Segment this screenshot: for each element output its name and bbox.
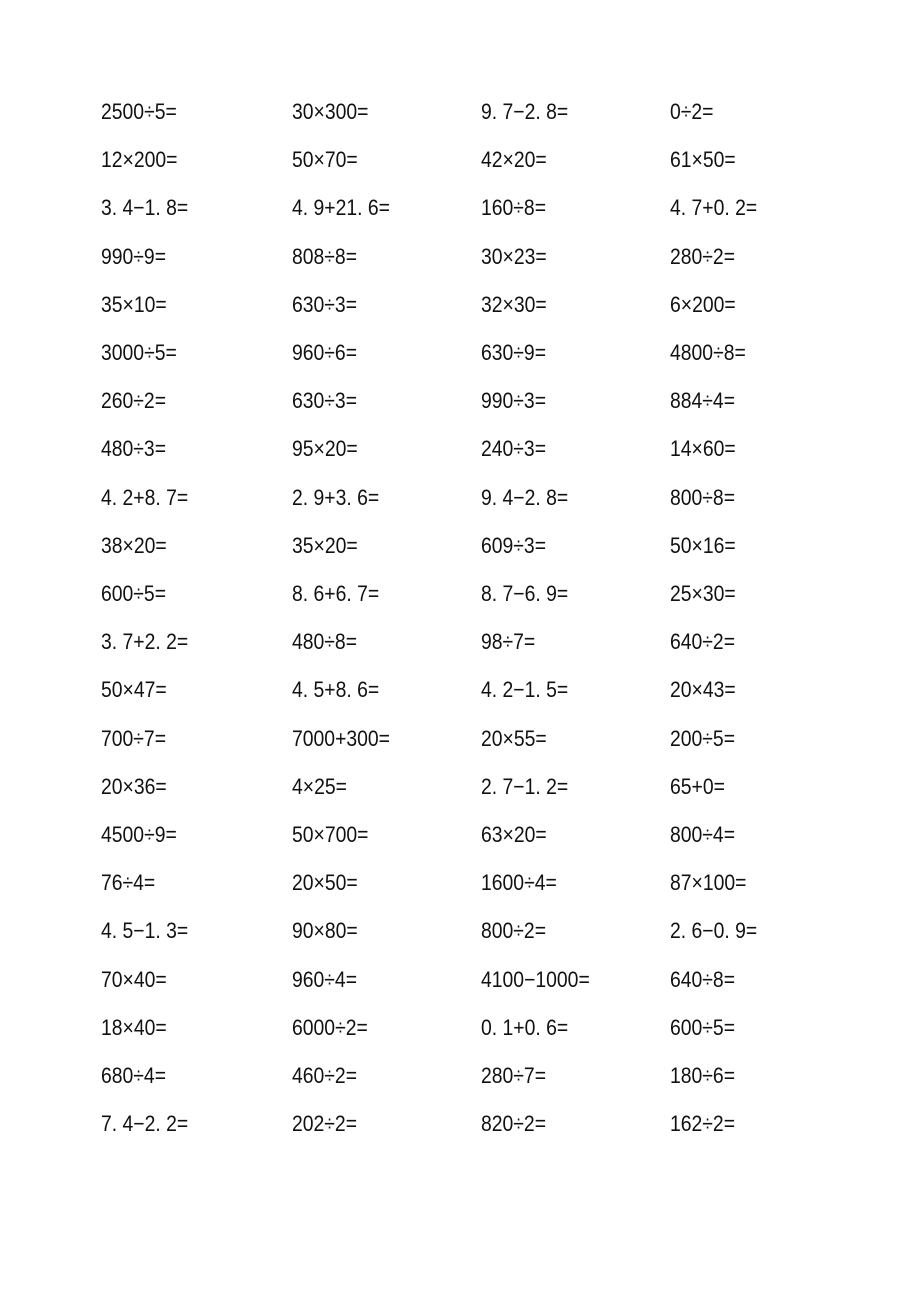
math-problem: 808÷8= xyxy=(292,243,358,269)
math-problem: 30×23= xyxy=(481,243,547,269)
math-problem: 820÷2= xyxy=(481,1111,547,1137)
math-problem: 14×60= xyxy=(670,436,736,462)
problem-row xyxy=(0,338,920,368)
math-problem: 18×40= xyxy=(101,1014,167,1040)
math-problem: 460÷2= xyxy=(292,1063,358,1088)
problem-row xyxy=(0,386,920,416)
math-problem: 76÷4= xyxy=(101,870,156,896)
problem-row xyxy=(0,965,920,995)
problem-row xyxy=(0,1013,920,1043)
math-problem: 8. 7−6. 9= xyxy=(481,581,569,606)
math-problem: 32×30= xyxy=(481,291,547,317)
math-problem: 4500÷9= xyxy=(101,822,177,847)
math-problem: 4. 9+21. 6= xyxy=(292,195,390,221)
math-problem: 20×43= xyxy=(670,677,736,703)
problem-row xyxy=(0,290,920,320)
problem-row xyxy=(0,916,920,946)
math-problem: 42×20= xyxy=(481,147,547,173)
math-problem: 7. 4−2. 2= xyxy=(101,1111,189,1137)
math-problem: 990÷9= xyxy=(101,243,167,269)
problem-row xyxy=(0,193,920,223)
math-problem: 4800÷8= xyxy=(670,340,746,365)
math-problem: 640÷2= xyxy=(670,629,736,655)
math-problem: 800÷8= xyxy=(670,484,736,510)
math-problem: 160÷8= xyxy=(481,195,547,221)
math-problem: 3. 4−1. 8= xyxy=(101,195,189,221)
math-problem: 280÷7= xyxy=(481,1063,547,1088)
math-problem: 8. 6+6. 7= xyxy=(292,581,380,606)
math-problem: 240÷3= xyxy=(481,436,547,462)
problem-row xyxy=(0,145,920,175)
problem-row xyxy=(0,675,920,705)
math-problem: 0. 1+0. 6= xyxy=(481,1014,569,1040)
math-problem: 7000+300= xyxy=(292,725,390,751)
math-problem: 95×20= xyxy=(292,436,358,462)
math-problem: 0÷2= xyxy=(670,99,714,124)
problem-row xyxy=(0,724,920,754)
math-problem: 6000÷2= xyxy=(292,1014,368,1040)
problem-row xyxy=(0,483,920,513)
math-problem: 180÷6= xyxy=(670,1063,736,1088)
math-problem: 63×20= xyxy=(481,822,547,847)
math-problem: 1600÷4= xyxy=(481,870,557,896)
math-problem: 4×25= xyxy=(292,773,347,799)
math-problem: 260÷2= xyxy=(101,388,167,414)
math-problem: 35×20= xyxy=(292,532,358,558)
math-problem: 630÷3= xyxy=(292,291,358,317)
math-problem: 280÷2= xyxy=(670,243,736,269)
math-problem: 800÷4= xyxy=(670,822,736,847)
math-problem: 4. 2−1. 5= xyxy=(481,677,569,703)
math-problem: 990÷3= xyxy=(481,388,547,414)
math-problem: 960÷6= xyxy=(292,340,358,365)
math-problem: 87×100= xyxy=(670,870,747,896)
problem-row xyxy=(0,1061,920,1091)
problem-row xyxy=(0,627,920,657)
math-problem: 200÷5= xyxy=(670,725,736,751)
math-problem: 25×30= xyxy=(670,581,736,606)
math-problem: 2. 7−1. 2= xyxy=(481,773,569,799)
math-problem: 600÷5= xyxy=(101,581,167,606)
math-problem: 2500÷5= xyxy=(101,99,177,124)
math-problem: 4. 7+0. 2= xyxy=(670,195,758,221)
math-problem: 35×10= xyxy=(101,291,167,317)
math-problem: 50×700= xyxy=(292,822,369,847)
math-problem: 680÷4= xyxy=(101,1063,167,1088)
problem-row xyxy=(0,820,920,850)
math-problem: 630÷9= xyxy=(481,340,547,365)
math-problem: 2. 6−0. 9= xyxy=(670,918,758,944)
math-problem: 90×80= xyxy=(292,918,358,944)
problem-row xyxy=(0,868,920,898)
math-problem: 480÷8= xyxy=(292,629,358,655)
math-problem: 30×300= xyxy=(292,99,369,124)
math-problem: 700÷7= xyxy=(101,725,167,751)
math-problem: 884÷4= xyxy=(670,388,736,414)
math-problem: 600÷5= xyxy=(670,1014,736,1040)
math-problem: 12×200= xyxy=(101,147,178,173)
math-problem: 800÷2= xyxy=(481,918,547,944)
math-problem: 61×50= xyxy=(670,147,736,173)
math-problem: 4. 2+8. 7= xyxy=(101,484,189,510)
math-problem: 2. 9+3. 6= xyxy=(292,484,380,510)
math-problem: 4. 5+8. 6= xyxy=(292,677,380,703)
math-problem: 4100−1000= xyxy=(481,966,590,992)
math-problem: 202÷2= xyxy=(292,1111,358,1137)
math-problem: 3. 7+2. 2= xyxy=(101,629,189,655)
math-problem: 20×55= xyxy=(481,725,547,751)
problem-row xyxy=(0,772,920,802)
problem-row xyxy=(0,242,920,272)
math-problem: 6×200= xyxy=(670,291,736,317)
math-problem: 9. 7−2. 8= xyxy=(481,99,569,124)
math-problem: 162÷2= xyxy=(670,1111,736,1137)
math-problem: 50×70= xyxy=(292,147,358,173)
math-problem: 609÷3= xyxy=(481,532,547,558)
math-problem: 640÷8= xyxy=(670,966,736,992)
math-problem: 98÷7= xyxy=(481,629,536,655)
math-problem: 50×16= xyxy=(670,532,736,558)
math-problem: 480÷3= xyxy=(101,436,167,462)
math-problem: 4. 5−1. 3= xyxy=(101,918,189,944)
problem-row xyxy=(0,97,920,127)
math-problem: 20×36= xyxy=(101,773,167,799)
math-problem: 70×40= xyxy=(101,966,167,992)
math-problem: 65+0= xyxy=(670,773,725,799)
problem-row xyxy=(0,1109,920,1139)
problem-row xyxy=(0,579,920,609)
math-problem: 3000÷5= xyxy=(101,340,177,365)
math-problem: 630÷3= xyxy=(292,388,358,414)
problem-row xyxy=(0,531,920,561)
problem-row xyxy=(0,434,920,464)
math-problem: 9. 4−2. 8= xyxy=(481,484,569,510)
math-problem: 20×50= xyxy=(292,870,358,896)
math-problem: 960÷4= xyxy=(292,966,358,992)
math-problem: 38×20= xyxy=(101,532,167,558)
math-problem: 50×47= xyxy=(101,677,167,703)
